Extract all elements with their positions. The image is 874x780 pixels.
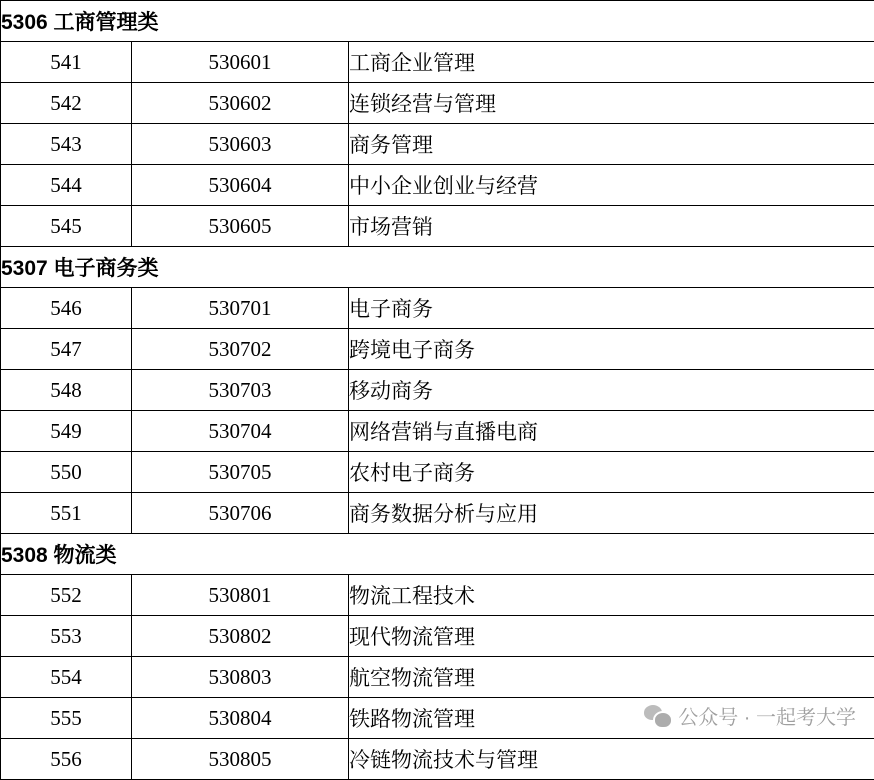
major-name: 物流工程技术 [349, 575, 874, 616]
table-row [1, 370, 874, 411]
row-index: 554 [1, 657, 132, 698]
major-code: 530706 [132, 493, 349, 534]
major-name: 铁路物流管理 [349, 698, 874, 739]
table-row [1, 83, 874, 124]
table-row [1, 616, 874, 657]
row-index: 547 [1, 329, 132, 370]
major-code: 530703 [132, 370, 349, 411]
major-name: 移动商务 [349, 370, 874, 411]
table-row [1, 493, 874, 534]
table-group-header-row [1, 1, 874, 42]
table-row [1, 329, 874, 370]
row-index: 552 [1, 575, 132, 616]
table-row [1, 452, 874, 493]
table-body [1, 1, 874, 780]
major-code: 530702 [132, 329, 349, 370]
major-name: 连锁经营与管理 [349, 83, 874, 124]
row-index: 553 [1, 616, 132, 657]
row-index: 544 [1, 165, 132, 206]
row-index: 542 [1, 83, 132, 124]
major-code: 530805 [132, 739, 349, 780]
row-index: 548 [1, 370, 132, 411]
major-name: 电子商务 [349, 288, 874, 329]
table-row [1, 165, 874, 206]
major-name: 网络营销与直播电商 [349, 411, 874, 452]
table-row [1, 411, 874, 452]
table-row [1, 42, 874, 83]
row-index: 549 [1, 411, 132, 452]
row-index: 546 [1, 288, 132, 329]
major-code: 530802 [132, 616, 349, 657]
major-code: 530603 [132, 124, 349, 165]
major-code: 530705 [132, 452, 349, 493]
major-name: 市场营销 [349, 206, 874, 247]
major-name: 航空物流管理 [349, 657, 874, 698]
table-group-header-row [1, 247, 874, 288]
row-index: 555 [1, 698, 132, 739]
table-row [1, 739, 874, 780]
table-row [1, 206, 874, 247]
major-name: 农村电子商务 [349, 452, 874, 493]
row-index: 556 [1, 739, 132, 780]
watermark-text: 公众号 · 一起考大学 [678, 701, 856, 730]
row-index: 550 [1, 452, 132, 493]
table-row [1, 698, 874, 739]
major-code: 530803 [132, 657, 349, 698]
major-code: 530804 [132, 698, 349, 739]
group-heading: 5306 工商管理类 [1, 1, 874, 42]
major-code: 530701 [132, 288, 349, 329]
major-code: 530801 [132, 575, 349, 616]
major-code: 530601 [132, 42, 349, 83]
table-row [1, 288, 874, 329]
major-name: 商务数据分析与应用 [349, 493, 874, 534]
major-name: 跨境电子商务 [349, 329, 874, 370]
major-name: 商务管理 [349, 124, 874, 165]
major-code: 530602 [132, 83, 349, 124]
major-name: 现代物流管理 [349, 616, 874, 657]
table-row [1, 124, 874, 165]
row-index: 545 [1, 206, 132, 247]
major-name: 工商企业管理 [349, 42, 874, 83]
table-row [1, 657, 874, 698]
major-code: 530704 [132, 411, 349, 452]
table-group-header-row [1, 534, 874, 575]
table-row [1, 575, 874, 616]
major-name: 中小企业创业与经营 [349, 165, 874, 206]
row-index: 541 [1, 42, 132, 83]
major-code: 530604 [132, 165, 349, 206]
group-heading: 5307 电子商务类 [1, 247, 874, 288]
major-code: 530605 [132, 206, 349, 247]
row-index: 543 [1, 124, 132, 165]
major-name: 冷链物流技术与管理 [349, 739, 874, 780]
row-index: 551 [1, 493, 132, 534]
group-heading: 5308 物流类 [1, 534, 874, 575]
